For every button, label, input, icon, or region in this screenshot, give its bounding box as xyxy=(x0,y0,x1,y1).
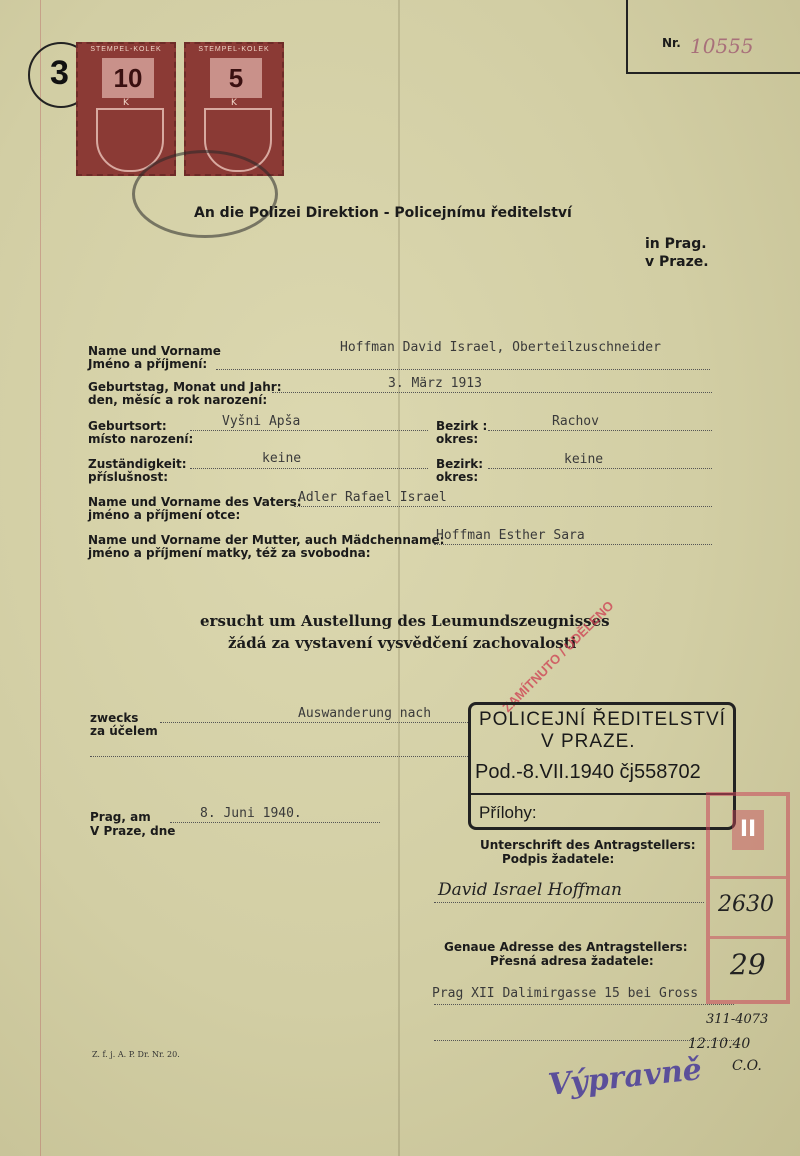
police-stamp-line3: Pod.-8.VII.1940 čj558702 xyxy=(475,761,701,783)
birthplace-label-de: Geburtsort: xyxy=(88,419,167,433)
date-label-de: Prag, am xyxy=(90,810,151,824)
date-value: 8. Juni 1940. xyxy=(200,806,302,821)
mother-value: Hoffman Esther Sara xyxy=(436,528,585,543)
margin-line xyxy=(40,0,41,1156)
vypravne-stamp: Výpravně xyxy=(546,1052,704,1103)
birthdate-label-cz: den, měsíc a rok narození: xyxy=(88,393,268,407)
birthplace-value: Vyšni Apša xyxy=(222,414,301,429)
purpose-label-cz: za účelem xyxy=(90,724,158,738)
stamp-unit: K xyxy=(123,98,129,108)
address-label-cz: Přesná adresa žadatele: xyxy=(490,954,654,968)
birth-district-label-cz: okres: xyxy=(436,432,479,446)
date-label-cz: V Praze, dne xyxy=(90,824,176,838)
slanted-red-stamp: ZAMÍTNUTO / UDĚLENO xyxy=(499,597,617,715)
police-stamp-line2: V PRAZE. xyxy=(541,731,636,752)
nr-value: 10555 xyxy=(690,34,754,58)
mother-label-cz: jméno a příjmení matky, též za svobodna: xyxy=(88,546,371,560)
police-stamp-line4: Přílohy: xyxy=(479,803,537,822)
stamp-value: 10 xyxy=(102,58,154,98)
domicile-value: keine xyxy=(262,451,302,466)
name-label-de: Name und Vorname xyxy=(88,344,221,358)
registry-red-stamp xyxy=(706,792,790,1004)
footer-code: Z. f. j. A. P. Dr. Nr. 20. xyxy=(92,1050,180,1059)
birthdate-label-de: Geburtstag, Monat und Jahr: xyxy=(88,380,282,394)
margin-note-1: 311-4073 xyxy=(706,1012,769,1027)
signature-label-cz: Podpis žadatele: xyxy=(502,852,615,866)
stamp-unit: K xyxy=(231,98,237,108)
postmark-icon xyxy=(132,150,278,238)
purpose-label-de: zwecks xyxy=(90,711,139,725)
purpose-value: Auswanderung nach xyxy=(298,706,432,721)
birth-district-label-de: Bezirk : xyxy=(436,419,488,433)
city-de: in Prag. xyxy=(645,236,707,252)
registry-roman: II xyxy=(732,810,764,850)
domicile-label-de: Zuständigkeit: xyxy=(88,457,187,471)
name-value: Hoffman David Israel, Oberteilzuschneider xyxy=(340,340,661,355)
recipient: An die Polizei Direktion - Policejnímu ředitelství xyxy=(194,205,572,221)
registry-number1: 2630 xyxy=(718,892,774,917)
address-label-de: Genaue Adresse des Antragstellers: xyxy=(444,940,688,954)
birth-district-value: Rachov xyxy=(552,414,599,429)
stamp-header: STEMPEL-KOLEK xyxy=(198,46,270,53)
signature-value: David Israel Hoffman xyxy=(438,880,623,900)
margin-note-3: C.O. xyxy=(732,1058,762,1074)
reference-number-box xyxy=(626,0,800,74)
father-label-de: Name und Vorname des Vaters: xyxy=(88,495,302,509)
request-line-cz: žádá za vystavení vysvědčení zachovalosti xyxy=(228,634,577,652)
domicile-district-label-cz: okres: xyxy=(436,470,479,484)
domicile-district-label-de: Bezirk: xyxy=(436,457,484,471)
margin-note-2: 12.10.40 xyxy=(688,1036,751,1052)
police-stamp-line1: POLICEJNÍ ŘEDITELSTVÍ xyxy=(479,709,726,730)
father-label-cz: jméno a příjmení otce: xyxy=(88,508,241,522)
name-label-cz: Jméno a příjmení: xyxy=(88,357,208,371)
domicile-label-cz: příslušnost: xyxy=(88,470,169,484)
city-cz: v Praze. xyxy=(645,254,709,270)
registry-number2: 29 xyxy=(730,948,766,981)
stamp-value: 5 xyxy=(210,58,262,98)
page-fold xyxy=(398,0,400,1156)
nr-label: Nr. xyxy=(662,36,681,50)
father-value: Adler Rafael Israel xyxy=(298,490,447,505)
revenue-stamp-10 xyxy=(76,42,176,176)
stamp-header: STEMPEL-KOLEK xyxy=(90,46,162,53)
request-line-de: ersucht um Austellung des Leumundszeugnisses xyxy=(200,612,610,630)
domicile-district-value: keine xyxy=(564,452,604,467)
mother-label-de: Name und Vorname der Mutter, auch Mädchenname: xyxy=(88,533,445,547)
birthplace-label-cz: místo narození: xyxy=(88,432,194,446)
birthdate-value: 3. März 1913 xyxy=(388,376,482,391)
signature-label-de: Unterschrift des Antragstellers: xyxy=(480,838,696,852)
address-value: Prag XII Dalimirgasse 15 bei Gross xyxy=(432,986,699,1001)
form-number-mark: 3 xyxy=(50,54,69,92)
police-directorate-stamp xyxy=(468,702,736,830)
